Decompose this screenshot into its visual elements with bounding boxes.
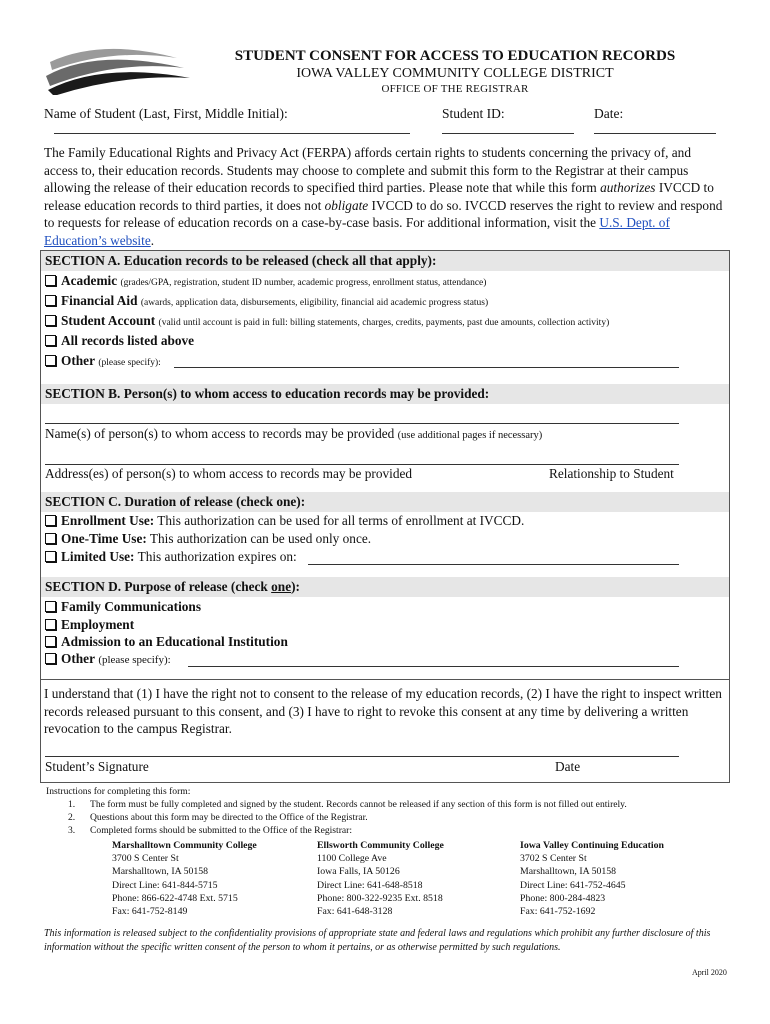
checkbox-icon[interactable] <box>45 601 56 612</box>
checkbox-icon[interactable] <box>45 551 56 562</box>
relationship-label: Relationship to Student <box>549 466 674 481</box>
consent-divider <box>40 679 730 680</box>
section-a-item-academic[interactable]: Academic (grades/GPA, registration, student ID number, academic progress, enrollment status, attendance) <box>45 273 486 289</box>
instruction-step-text: The form must be fully completed and signed by the student. Records cannot be released if any section of this form is not filled out entirely. <box>90 799 627 810</box>
section-a-item-other[interactable]: Other (please specify): <box>45 353 161 369</box>
section-d-heading: SECTION D. Purpose of release (check one): <box>41 577 729 597</box>
confidentiality-disclaimer: This information is released subject to the confidentiality provisions of appropriate state and federal laws and regulations which prohibit any further disclosure of this information without the specific written consent of the person to whom it pertains, or as otherwise permitted by such regulations. <box>44 928 711 953</box>
ferpa-intro: The Family Educational Rights and Privacy Act (FERPA) affords certain rights to students concerning the privacy of, and access to, their education records. Students may choose to complete and submit this form to the Registrar at their campus allowing the release of their education records to specified third parties. Please note that while this form authorizes IVCCD to release education records to third parties, it does not obligate IVCCD to do so. IVCCD reserves the right to review and respond to requests for release of education records on a case-by-case basis. For additional information, visit the U.S. Dept. of Education’s website. <box>44 145 723 248</box>
form-title: STUDENT CONSENT FOR ACCESS TO EDUCATION RECORDS <box>234 48 676 64</box>
checkbox-icon[interactable] <box>45 619 56 630</box>
section-d-other-field[interactable] <box>188 666 679 667</box>
address-label: Address(es) of person(s) to whom access to records may be provided <box>45 466 413 481</box>
dept-education-link[interactable]: U.S. Dept. of Education’s website <box>44 215 670 248</box>
signature-field[interactable] <box>45 756 679 757</box>
instructions-heading: Instructions for completing this form: <box>46 786 191 797</box>
checkbox-icon[interactable] <box>45 295 56 306</box>
instruction-step-text: Questions about this form may be directed to the Office of the Registrar. <box>90 812 368 823</box>
instruction-step: 2. <box>68 812 76 823</box>
section-a-other-field[interactable] <box>174 367 679 368</box>
section-b-heading: SECTION B. Person(s) to whom access to education records may be provided: <box>41 384 729 404</box>
section-a-heading: SECTION A. Education records to be released (check all that apply): <box>41 251 729 271</box>
checkbox-icon[interactable] <box>45 355 56 366</box>
section-a-item-financial-aid[interactable]: Financial Aid (awards, application data, disbursements, eligibility, financial aid academic progress status) <box>45 293 488 309</box>
office-name: OFFICE OF THE REGISTRAR <box>381 83 529 95</box>
section-c-heading: SECTION C. Duration of release (check one): <box>41 492 729 512</box>
date-label: Date: <box>594 106 624 121</box>
section-d-item-admission[interactable]: Admission to an Educational Institution <box>45 634 288 650</box>
checkbox-icon[interactable] <box>45 533 56 544</box>
checkbox-icon[interactable] <box>45 315 56 326</box>
instruction-step: 3. <box>68 825 76 836</box>
section-c-item-limited[interactable]: Limited Use: This authorization expires on: <box>45 549 297 565</box>
campus-marshalltown: Marshalltown Community College 3700 S Center St Marshalltown, IA 50158 Direct Line: 641-844-5715 Phone: 866-622-4748 Ext. 5715 Fax: 641-752-8149 <box>112 840 257 918</box>
section-c-item-enrollment[interactable]: Enrollment Use: This authorization can be used for all terms of enrollment at IVCCD. <box>45 513 524 529</box>
address-field[interactable] <box>45 464 679 465</box>
student-name-field[interactable] <box>54 133 410 134</box>
checkbox-icon[interactable] <box>45 275 56 286</box>
student-name-label: Name of Student (Last, First, Middle Initial): <box>44 106 288 121</box>
campus-ellsworth: Ellsworth Community College 1100 College Ave Iowa Falls, IA 50126 Direct Line: 641-648-8518 Phone: 800-322-9235 Ext. 8518 Fax: 641-648-3128 <box>317 840 444 918</box>
district-name: IOWA VALLEY COMMUNITY COLLEGE DISTRICT <box>296 66 614 81</box>
consent-statement: I understand that (1) I have the right not to consent to the release of my education records, (2) I have the right to inspect written records released pursuant to this consent, and (3) I have to right to revoke this consent at any time by delivering a written revocation to the campus Registrar. <box>44 686 722 737</box>
section-d-item-other[interactable]: Other (please specify): <box>45 651 171 667</box>
checkbox-icon[interactable] <box>45 515 56 526</box>
names-field[interactable] <box>45 423 679 424</box>
signature-date-label: Date <box>555 759 581 774</box>
section-a-item-student-account[interactable]: Student Account (valid until account is paid in full: billing statements, charges, credits, payments, past due amounts, collection activity) <box>45 313 609 329</box>
names-label: Name(s) of person(s) to whom access to records may be provided (use additional pages if necessary) <box>45 426 543 441</box>
instruction-step: 1. <box>68 799 76 810</box>
revision-date: April 2020 <box>692 968 727 977</box>
student-id-label: Student ID: <box>442 106 505 121</box>
section-a-item-all-records[interactable]: All records listed above <box>45 333 194 349</box>
expiry-date-field[interactable] <box>308 564 679 565</box>
section-d-item-family[interactable]: Family Communications <box>45 599 201 615</box>
student-id-field[interactable] <box>442 133 574 134</box>
section-d-item-employment[interactable]: Employment <box>45 617 134 633</box>
section-c-item-one-time[interactable]: One-Time Use: This authorization can be used only once. <box>45 531 371 547</box>
signature-label: Student’s Signature <box>45 759 149 774</box>
checkbox-icon[interactable] <box>45 653 56 664</box>
checkbox-icon[interactable] <box>45 636 56 647</box>
campus-continuing-education: Iowa Valley Continuing Education 3702 S Center St Marshalltown, IA 50158 Direct Line: 641-752-4645 Phone: 800-284-4823 Fax: 641-752-1692 <box>520 840 665 918</box>
checkbox-icon[interactable] <box>45 335 56 346</box>
date-field[interactable] <box>594 133 716 134</box>
instruction-step-text: Completed forms should be submitted to the Office of the Registrar: <box>90 825 353 836</box>
